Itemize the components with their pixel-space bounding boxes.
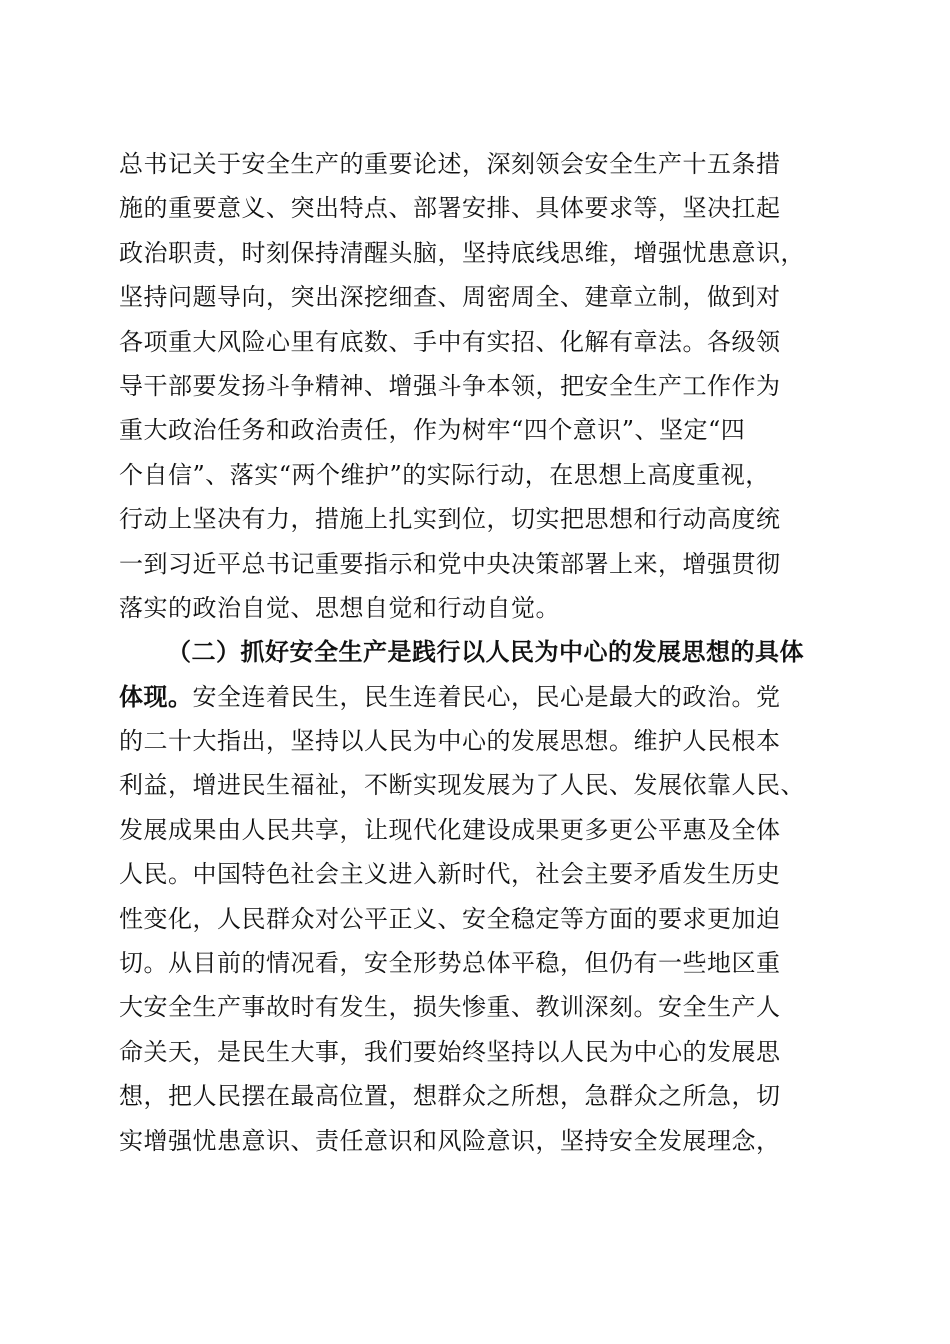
text-line: 行动上坚决有力，措施上扎实到位，切实把思想和行动高度统: [119, 505, 781, 534]
text-line: 性变化，人民群众对公平正义、安全稳定等方面的要求更加迫: [119, 904, 781, 933]
document-body: [119, 142, 849, 1163]
text-line: 大安全生产事故时有发生，损失惨重、教训深刻。安全生产人: [119, 993, 781, 1022]
text-line: 落实的政治自觉、思想自觉和行动自觉。: [119, 593, 560, 622]
text-line: 命关天，是民生大事，我们要始终坚持以人民为中心的发展思: [119, 1037, 781, 1066]
text-line: 的二十大指出，坚持以人民为中心的发展思想。维护人民根本: [119, 727, 781, 756]
text-line: 个自信”、落实“两个维护”的实际行动，在思想上高度重视，: [119, 460, 770, 489]
text-line: 切。从目前的情况看，安全形势总体平稳，但仍有一些地区重: [119, 949, 781, 978]
text-line: 坚持问题导向，突出深挖细查、周密周全、建章立制，做到对: [119, 283, 781, 312]
section-heading-end: 体现。: [119, 681, 193, 711]
text-line: 人民。中国特色社会主义进入新时代，社会主要矛盾发生历史: [119, 860, 781, 889]
text-line: 施的重要意义、突出特点、部署安排、具体要求等，坚决扛起: [119, 194, 781, 223]
text-line: 发展成果由人民共享，让现代化建设成果更多更公平惠及全体: [119, 815, 781, 844]
text-line: 导干部要发扬斗争精神、增强斗争本领，把安全生产工作作为: [119, 371, 781, 400]
text-line: 实增强忧患意识、责任意识和风险意识，坚持安全发展理念，: [119, 1126, 781, 1155]
paragraph-2: [119, 630, 849, 1163]
text-line: 总书记关于安全生产的重要论述，深刻领会安全生产十五条措: [119, 150, 781, 178]
section-heading: （二）抓好安全生产是践行以人民为中心的发展思想的具体: [167, 637, 804, 667]
text-line: 利益，增进民生福祉，不断实现发展为了人民、发展依靠人民、: [119, 771, 805, 800]
text-line-rest: 安全连着民生，民生连着民心，民心是最大的政治。党: [192, 682, 781, 711]
text-line: [119, 675, 849, 719]
text-line: 一到习近平总书记重要指示和党中央决策部署上来，增强贯彻: [119, 549, 781, 578]
text-line: 政治职责，时刻保持清醒头脑，坚持底线思维，增强忧患意识，: [119, 238, 805, 267]
text-line: 想，把人民摆在最高位置，想群众之所想，急群众之所急，切: [119, 1082, 781, 1111]
paragraph-1: [119, 142, 849, 630]
text-line: 各项重大风险心里有底数、手中有实招、化解有章法。各级领: [119, 327, 781, 356]
text-line: 重大政治任务和政治责任，作为树牢“四个意识”、坚定“四: [119, 416, 746, 445]
